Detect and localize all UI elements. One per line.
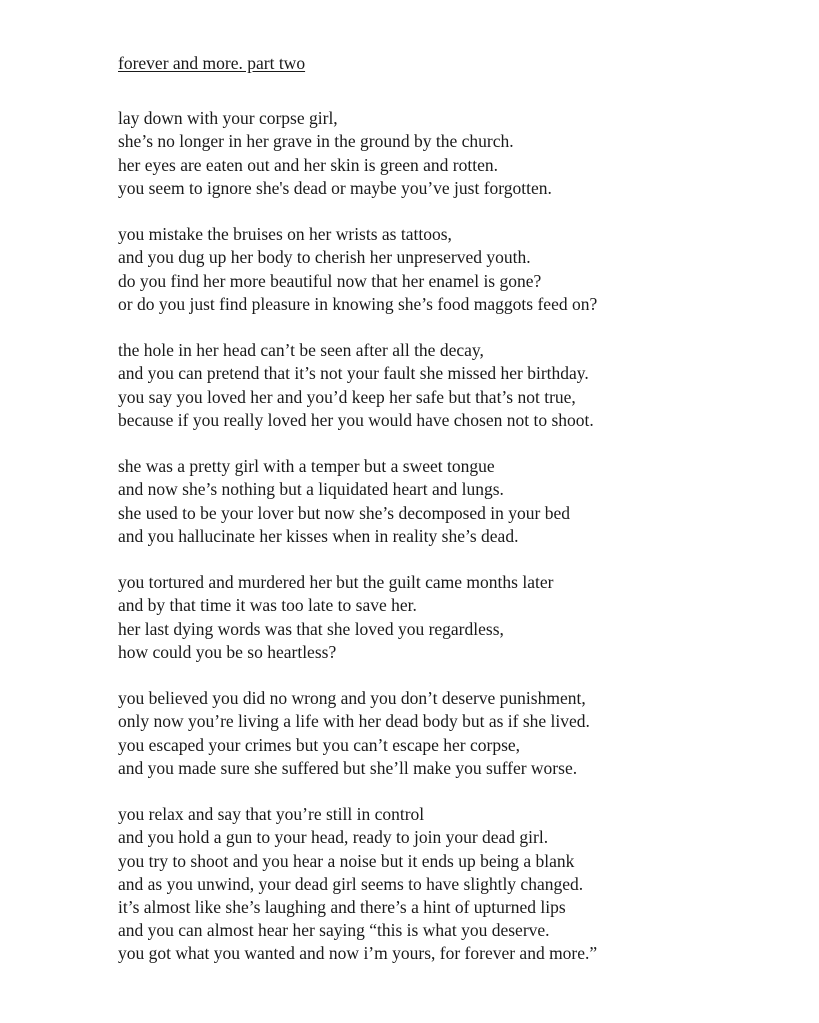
stanza-2 [118,223,798,316]
poem-line: the hole in her head can’t be seen after all the decay, [118,340,484,361]
poem-line: and as you unwind, your dead girl seems to have slightly changed. [118,873,584,894]
stanza-4 [118,455,798,548]
poem-line: it’s almost like she’s laughing and there’s a hint of upturned lips [118,897,566,918]
poem-line: and you hold a gun to your head, ready to join your dead girl. [118,827,549,848]
poem-line: you got what you wanted and now i’m yours, for forever and more.” [118,943,598,964]
poem-line: you mistake the bruises on her wrists as tattoos, [118,224,452,245]
document-page [118,52,798,989]
poem-line: and you dug up her body to cherish her unpreserved youth. [118,247,531,268]
poem-line: she’s no longer in her grave in the ground by the church. [118,131,514,152]
poem-line: you tortured and murdered her but the guilt came months later [118,572,554,593]
poem-line: how could you be so heartless? [118,641,337,662]
poem-line: she used to be your lover but now she’s decomposed in your bed [118,502,571,523]
stanza-7 [118,803,798,965]
poem-line: and you made sure she suffered but she’ll make you suffer worse. [118,757,578,778]
stanza-3 [118,339,798,432]
poem-line: and you can almost hear her saying “this is what you deserve. [118,920,550,941]
poem-line: or do you just find pleasure in knowing she’s food maggots feed on? [118,293,598,314]
poem-line: you relax and say that you’re still in control [118,804,425,825]
poem-line: lay down with your corpse girl, [118,108,338,129]
poem-line: do you find her more beautiful now that her enamel is gone? [118,270,542,291]
poem-line: her last dying words was that she loved you regardless, [118,618,504,639]
poem-line: you say you loved her and you’d keep her safe but that’s not true, [118,386,576,407]
poem-line: only now you’re living a life with her dead body but as if she lived. [118,711,590,732]
poem-line: and you hallucinate her kisses when in reality she’s dead. [118,525,519,546]
poem-line: you escaped your crimes but you can’t escape her corpse, [118,734,521,755]
stanza-1 [118,107,798,200]
poem-line: she was a pretty girl with a temper but a sweet tongue [118,456,495,477]
stanza-6 [118,687,798,780]
poem-line: you believed you did no wrong and you don’t deserve punishment, [118,688,586,709]
poem-line: and now she’s nothing but a liquidated heart and lungs. [118,479,504,500]
poem-line: and by that time it was too late to save her. [118,595,417,616]
poem-line: you seem to ignore she's dead or maybe you’ve just forgotten. [118,177,552,198]
poem-title: forever and more. part two [118,53,306,73]
poem-line: her eyes are eaten out and her skin is green and rotten. [118,154,498,175]
stanza-5 [118,571,798,664]
poem-line: you try to shoot and you hear a noise but it ends up being a blank [118,850,575,871]
poem-line: and you can pretend that it’s not your fault she missed her birthday. [118,363,589,384]
poem-line: because if you really loved her you would have chosen not to shoot. [118,409,594,430]
